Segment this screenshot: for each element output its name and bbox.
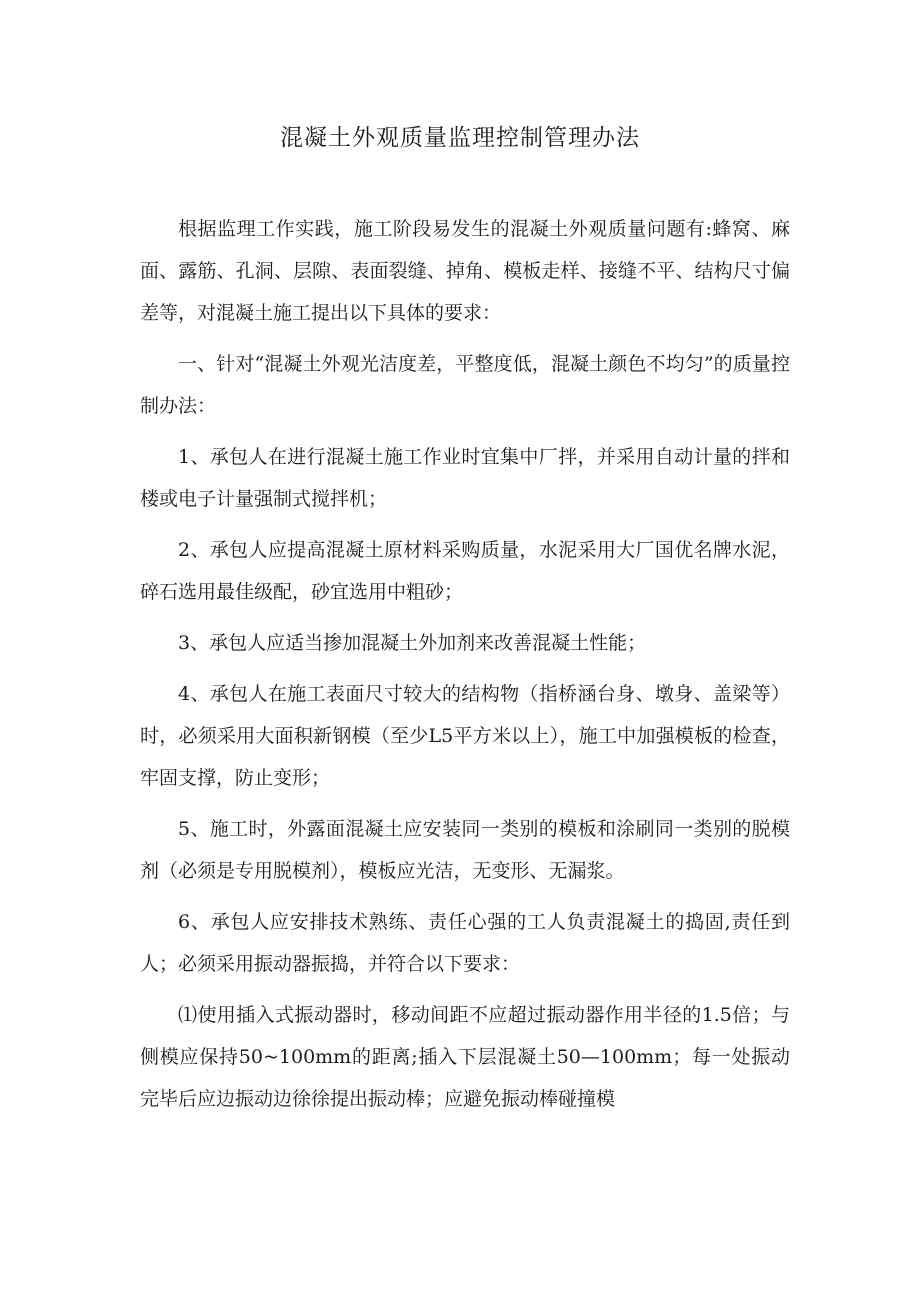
requirement-4: 4、承包人在施工表面尺寸较大的结构物（指桥涵台身、墩身、盖梁等）时，必须采用大面积新钢模（至少L5平方米以上），施工中加强模板的检查，牢固支撑，防止变形； bbox=[140, 683, 790, 789]
document-body bbox=[140, 208, 790, 1120]
sub-requirement-1: ⑴使用插入式振动器时，移动间距不应超过振动器作用半径的1.5倍；与侧模应保持50~100mm的距离;插入下层混凝土50—100mm；每一处振动完毕后应边振动边徐徐提出振动棒；应避免振动棒碰撞模 bbox=[140, 1004, 790, 1110]
requirement-2: 2、承包人应提高混凝土原材料采购质量，水泥采用大厂国优名牌水泥，碎石选用最佳级配，砂宜选用中粗砂； bbox=[140, 539, 790, 603]
requirement-3: 3、承包人应适当掺加混凝土外加剂来改善混凝土性能； bbox=[178, 632, 647, 654]
intro-paragraph: 根据监理工作实践，施工阶段易发生的混凝土外观质量问题有:蜂窝、麻面、露筋、孔洞、层隙、表面裂缝、掉角、模板走样、接缝不平、结构尺寸偏差等，对混凝土施工提出以下具体的要求： bbox=[140, 218, 790, 324]
requirement-5: 5、施工时，外露面混凝土应安装同一类别的模板和涂刷同一类别的脱模剂（必须是专用脱模剂），模板应光洁，无变形、无漏浆。 bbox=[140, 818, 790, 882]
requirement-1: 1、承包人在进行混凝土施工作业时宜集中厂拌，并采用自动计量的拌和楼或电子计量强制式搅拌机； bbox=[140, 446, 790, 510]
section-heading-1: 一、针对“混凝土外观光洁度差，平整度低，混凝土颜色不均匀”的质量控制办法： bbox=[140, 353, 790, 417]
requirement-6: 6、承包人应安排技术熟练、责任心强的工人负责混凝土的捣固,责任到人；必须采用振动器振捣，并符合以下要求： bbox=[140, 911, 790, 975]
document-title: 混凝土外观质量监理控制管理办法 bbox=[280, 125, 640, 151]
